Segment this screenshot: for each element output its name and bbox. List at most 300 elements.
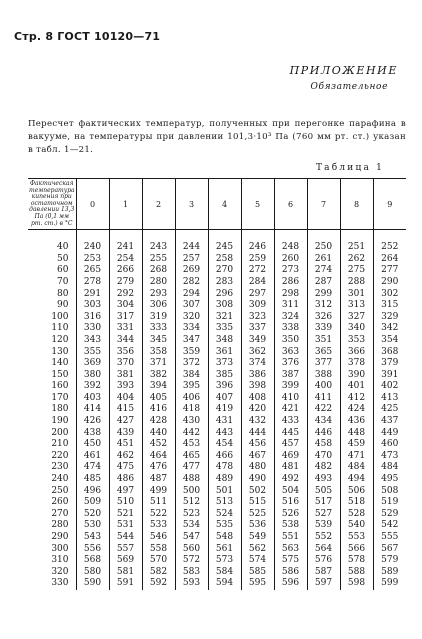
table-cell: 500 xyxy=(175,486,208,498)
table-cell: 528 xyxy=(340,509,373,521)
row-temperature: 270 xyxy=(28,509,76,521)
row-temperature: 240 xyxy=(28,474,76,486)
row-temperature: 210 xyxy=(28,439,76,451)
table-cell: 573 xyxy=(208,555,241,567)
table-row xyxy=(28,265,406,277)
column-header: 0 xyxy=(76,179,109,230)
corner-header: Фактическая температура кипения при остаточном давлении 13,3 Па (0,1 мм рт. ст.) в °С xyxy=(28,179,76,230)
table-cell: 282 xyxy=(175,277,208,289)
table-cell: 273 xyxy=(274,265,307,277)
table-cell: 425 xyxy=(381,404,399,415)
intro-paragraph xyxy=(28,118,406,157)
table-cell: 484 xyxy=(381,462,399,473)
table-cell: 446 xyxy=(307,428,340,440)
row-temperature: 280 xyxy=(28,520,76,532)
table-row xyxy=(28,254,406,266)
table-row xyxy=(28,300,406,312)
table-cell: 564 xyxy=(307,544,340,556)
table-cell: 558 xyxy=(142,544,175,556)
table-cell: 408 xyxy=(241,393,274,405)
row-temperature: 320 xyxy=(28,567,76,579)
table-cell: 535 xyxy=(208,520,241,532)
table-cell: 480 xyxy=(241,462,274,474)
table-cell: 333 xyxy=(142,323,175,335)
table-cell: 296 xyxy=(208,289,241,301)
table-cell: 407 xyxy=(208,393,241,405)
table-cell: 390 xyxy=(340,370,373,382)
table-cell: 378 xyxy=(340,358,373,370)
table-cell: 442 xyxy=(175,428,208,440)
table-cell: 395 xyxy=(175,381,208,393)
row-temperature: 230 xyxy=(28,462,76,474)
table-cell: 386 xyxy=(241,370,274,382)
table-cell: 344 xyxy=(109,335,142,347)
spacer-row xyxy=(28,230,406,243)
table-cell: 392 xyxy=(76,381,109,393)
table-cell: 290 xyxy=(381,276,399,287)
table-cell: 347 xyxy=(175,335,208,347)
table-cell: 555 xyxy=(381,532,399,542)
table-cell: 270 xyxy=(208,265,241,277)
table-cell: 457 xyxy=(274,439,307,451)
table-cell: 317 xyxy=(109,312,142,324)
table-cell: 404 xyxy=(109,393,142,405)
table-cell: 486 xyxy=(109,474,142,486)
spacer-cell xyxy=(241,230,274,243)
table-row xyxy=(28,381,406,393)
table-cell: 269 xyxy=(175,265,208,277)
table-cell: 340 xyxy=(340,323,373,335)
table-cell: 557 xyxy=(109,544,142,556)
table-cell: 581 xyxy=(109,567,142,579)
table-cell: 481 xyxy=(274,462,307,474)
table-cell: 493 xyxy=(307,474,340,486)
column-header: 3 xyxy=(175,179,208,230)
table-cell: 574 xyxy=(241,555,274,567)
table-cell: 291 xyxy=(76,289,109,301)
table-cell: 469 xyxy=(274,451,307,463)
table-cell: 536 xyxy=(241,520,274,532)
table-cell: 265 xyxy=(76,265,109,277)
table-cell: 297 xyxy=(241,289,274,301)
table-cell: 272 xyxy=(241,265,274,277)
table-cell: 590 xyxy=(76,578,109,590)
table-cell: 380 xyxy=(76,370,109,382)
table-cell: 278 xyxy=(76,277,109,289)
table-cell: 547 xyxy=(175,532,208,544)
table-cell: 251 xyxy=(340,242,373,254)
table-cell: 506 xyxy=(340,486,373,498)
table-cell: 476 xyxy=(142,462,175,474)
table-cell: 376 xyxy=(274,358,307,370)
table-cell: 475 xyxy=(109,462,142,474)
table-cell: 403 xyxy=(76,393,109,405)
table-cell: 250 xyxy=(307,242,340,254)
table-cell: 592 xyxy=(142,578,175,590)
table-cell: 371 xyxy=(142,358,175,370)
table-cell: 484 xyxy=(340,462,373,474)
table-cell: 450 xyxy=(76,439,109,451)
table-cell: 504 xyxy=(274,486,307,498)
table-cell: 412 xyxy=(340,393,373,405)
table-cell: 438 xyxy=(76,428,109,440)
row-temperature: 160 xyxy=(28,381,76,393)
appendix-subtitle: Обязательное xyxy=(310,82,388,92)
table-cell: 337 xyxy=(241,323,274,335)
table-header-row xyxy=(28,179,406,230)
table-cell: 274 xyxy=(307,265,340,277)
table-cell: 566 xyxy=(340,544,373,556)
table-cell: 540 xyxy=(340,520,373,532)
table-cell: 240 xyxy=(76,242,109,254)
spacer-cell xyxy=(274,230,307,243)
row-temperature: 250 xyxy=(28,486,76,498)
table-cell: 384 xyxy=(175,370,208,382)
table-row xyxy=(28,323,406,335)
column-header: 7 xyxy=(307,179,340,230)
table-cell: 544 xyxy=(109,532,142,544)
table-cell: 530 xyxy=(76,520,109,532)
table-cell: 454 xyxy=(208,439,241,451)
table-cell: 399 xyxy=(274,381,307,393)
table-cell: 343 xyxy=(76,335,109,347)
row-temperature: 150 xyxy=(28,370,76,382)
table-cell: 309 xyxy=(241,300,274,312)
table-cell: 262 xyxy=(340,254,373,266)
table-cell: 275 xyxy=(340,265,373,277)
row-temperature: 180 xyxy=(28,404,76,416)
table-cell: 495 xyxy=(381,474,399,485)
table-cell: 406 xyxy=(175,393,208,405)
table-cell: 477 xyxy=(175,462,208,474)
table-cell: 570 xyxy=(142,555,175,567)
table-cell: 355 xyxy=(76,347,109,359)
table-cell: 583 xyxy=(175,567,208,579)
table-row xyxy=(28,428,406,440)
table-cell: 587 xyxy=(307,567,340,579)
column-header: 9 xyxy=(373,179,406,230)
spacer-cell xyxy=(28,230,76,243)
table-cell: 568 xyxy=(76,555,109,567)
table-cell: 440 xyxy=(142,428,175,440)
table-cell: 402 xyxy=(381,381,399,392)
table-cell: 400 xyxy=(307,381,340,393)
table-cell: 320 xyxy=(175,312,208,324)
table-cell: 253 xyxy=(76,254,109,266)
row-temperature: 80 xyxy=(28,289,76,301)
table-cell: 549 xyxy=(241,532,274,544)
table-row xyxy=(28,439,406,451)
table-cell: 567 xyxy=(381,543,399,554)
table-cell: 358 xyxy=(142,347,175,359)
row-temperature: 200 xyxy=(28,428,76,440)
table-cell: 482 xyxy=(307,462,340,474)
table-cell: 591 xyxy=(109,578,142,590)
table-cell: 326 xyxy=(307,312,340,324)
table-cell: 308 xyxy=(208,300,241,312)
table-cell: 533 xyxy=(142,520,175,532)
table-cell: 366 xyxy=(340,347,373,359)
spacer-cell xyxy=(142,230,175,243)
row-temperature: 140 xyxy=(28,358,76,370)
row-temperature: 100 xyxy=(28,312,76,324)
table-cell: 451 xyxy=(109,439,142,451)
table-cell: 312 xyxy=(307,300,340,312)
table-cell: 560 xyxy=(175,544,208,556)
table-cell: 414 xyxy=(76,404,109,416)
table-cell: 373 xyxy=(208,358,241,370)
table-cell: 501 xyxy=(208,486,241,498)
row-temperature: 220 xyxy=(28,451,76,463)
table-cell: 283 xyxy=(208,277,241,289)
table-cell: 415 xyxy=(109,404,142,416)
table-cell: 515 xyxy=(241,497,274,509)
table-row xyxy=(28,509,406,521)
table-cell: 539 xyxy=(307,520,340,532)
column-header: 5 xyxy=(241,179,274,230)
table-cell: 292 xyxy=(109,289,142,301)
table-cell: 453 xyxy=(175,439,208,451)
table-cell: 338 xyxy=(274,323,307,335)
table-cell: 599 xyxy=(381,578,399,589)
column-header: 6 xyxy=(274,179,307,230)
table-row xyxy=(28,567,406,579)
table-cell: 505 xyxy=(307,486,340,498)
table-cell: 525 xyxy=(241,509,274,521)
table-cell: 388 xyxy=(307,370,340,382)
table-row xyxy=(28,277,406,289)
table-cell: 575 xyxy=(274,555,307,567)
table-body xyxy=(28,230,406,590)
table-cell: 595 xyxy=(241,578,274,590)
table-cell: 434 xyxy=(307,416,340,428)
row-temperature: 330 xyxy=(28,578,76,590)
table-cell: 461 xyxy=(76,451,109,463)
table-cell: 572 xyxy=(175,555,208,567)
table-cell: 419 xyxy=(208,404,241,416)
table-cell: 394 xyxy=(142,381,175,393)
table-cell: 260 xyxy=(274,254,307,266)
table-cell: 243 xyxy=(142,242,175,254)
table-cell: 485 xyxy=(76,474,109,486)
table-cell: 522 xyxy=(142,509,175,521)
table-cell: 556 xyxy=(76,544,109,556)
table-cell: 458 xyxy=(307,439,340,451)
table-cell: 258 xyxy=(208,254,241,266)
table-cell: 277 xyxy=(381,265,399,276)
column-header: 8 xyxy=(340,179,373,230)
table-cell: 387 xyxy=(274,370,307,382)
table-cell: 576 xyxy=(307,555,340,567)
table-cell: 293 xyxy=(142,289,175,301)
table-cell: 494 xyxy=(340,474,373,486)
table-cell: 299 xyxy=(307,289,340,301)
table-cell: 304 xyxy=(109,300,142,312)
table-cell: 598 xyxy=(340,578,373,590)
table-cell: 396 xyxy=(208,381,241,393)
table-cell: 252 xyxy=(381,242,399,253)
table-cell: 311 xyxy=(274,300,307,312)
table-cell: 370 xyxy=(109,358,142,370)
row-temperature: 70 xyxy=(28,277,76,289)
table-cell: 261 xyxy=(307,254,340,266)
table-cell: 538 xyxy=(274,520,307,532)
spacer-cell xyxy=(109,230,142,243)
table-cell: 356 xyxy=(109,347,142,359)
page-header: Стр. 8 ГОСТ 10120—71 xyxy=(14,30,161,43)
table-cell: 248 xyxy=(274,242,307,254)
table-row xyxy=(28,578,406,590)
table-cell: 349 xyxy=(241,335,274,347)
row-temperature: 310 xyxy=(28,555,76,567)
table-cell: 582 xyxy=(142,567,175,579)
table-cell: 259 xyxy=(241,254,274,266)
table-row xyxy=(28,474,406,486)
table-cell: 521 xyxy=(109,509,142,521)
table-row xyxy=(28,335,406,347)
row-temperature: 300 xyxy=(28,544,76,556)
table-cell: 369 xyxy=(76,358,109,370)
table-cell: 303 xyxy=(76,300,109,312)
table-cell: 255 xyxy=(142,254,175,266)
table-cell: 561 xyxy=(208,544,241,556)
table-cell: 520 xyxy=(76,509,109,521)
table-cell: 452 xyxy=(142,439,175,451)
row-temperature: 290 xyxy=(28,532,76,544)
row-temperature: 50 xyxy=(28,254,76,266)
table-cell: 377 xyxy=(307,358,340,370)
table-cell: 424 xyxy=(340,404,373,416)
table-cell: 430 xyxy=(175,416,208,428)
table-cell: 478 xyxy=(208,462,241,474)
table-cell: 342 xyxy=(381,323,399,334)
table-cell: 490 xyxy=(241,474,274,486)
table-cell: 531 xyxy=(109,520,142,532)
table-cell: 474 xyxy=(76,462,109,474)
table-cell: 548 xyxy=(208,532,241,544)
table-cell: 586 xyxy=(274,567,307,579)
table-cell: 594 xyxy=(208,578,241,590)
table-cell: 444 xyxy=(241,428,274,440)
table-cell: 418 xyxy=(175,404,208,416)
table-cell: 329 xyxy=(381,311,399,322)
table-cell: 588 xyxy=(340,567,373,579)
column-header: 1 xyxy=(109,179,142,230)
table-cell: 456 xyxy=(241,439,274,451)
table-row xyxy=(28,416,406,428)
spacer-cell xyxy=(307,230,340,243)
row-temperature: 90 xyxy=(28,300,76,312)
table-cell: 246 xyxy=(241,242,274,254)
table-cell: 391 xyxy=(381,369,399,380)
table-cell: 280 xyxy=(142,277,175,289)
table-cell: 517 xyxy=(307,497,340,509)
table-cell: 516 xyxy=(274,497,307,509)
table-cell: 492 xyxy=(274,474,307,486)
table-cell: 473 xyxy=(381,450,399,461)
table-row xyxy=(28,462,406,474)
table-cell: 470 xyxy=(307,451,340,463)
table-cell: 465 xyxy=(175,451,208,463)
table-cell: 436 xyxy=(340,416,373,428)
table-cell: 302 xyxy=(381,288,399,299)
table-cell: 439 xyxy=(109,428,142,440)
table-cell: 526 xyxy=(274,509,307,521)
table-cell: 427 xyxy=(109,416,142,428)
table-cell: 542 xyxy=(381,520,399,531)
table-cell: 579 xyxy=(381,555,399,566)
table-cell: 241 xyxy=(109,242,142,254)
table-cell: 496 xyxy=(76,486,109,498)
column-header: 2 xyxy=(142,179,175,230)
table-cell: 385 xyxy=(208,370,241,382)
table-row xyxy=(28,242,406,254)
appendix-title: ПРИЛОЖЕНИЕ xyxy=(289,64,398,77)
table-cell: 374 xyxy=(241,358,274,370)
table-cell: 518 xyxy=(340,497,373,509)
table-cell: 268 xyxy=(142,265,175,277)
table-cell: 381 xyxy=(109,370,142,382)
table-cell: 319 xyxy=(142,312,175,324)
spacer-cell xyxy=(208,230,241,243)
table-cell: 321 xyxy=(208,312,241,324)
spacer-cell xyxy=(373,230,406,243)
intro-text: Пересчет фактических температур, полученных при перегонке парафина в вакууме, на температуры при давлении 101,3·10³ Па (760 мм рт. ст.) указан в табл. 1—21. xyxy=(28,119,406,155)
table-cell: 398 xyxy=(241,381,274,393)
table-cell: 462 xyxy=(109,451,142,463)
row-temperature: 130 xyxy=(28,347,76,359)
table-cell: 287 xyxy=(307,277,340,289)
table-cell: 254 xyxy=(109,254,142,266)
spacer-cell xyxy=(340,230,373,243)
table-cell: 563 xyxy=(274,544,307,556)
table-cell: 421 xyxy=(274,404,307,416)
table-cell: 368 xyxy=(381,346,399,357)
table-cell: 330 xyxy=(76,323,109,335)
spacer-cell xyxy=(175,230,208,243)
table-cell: 257 xyxy=(175,254,208,266)
table-cell: 597 xyxy=(307,578,340,590)
table-cell: 464 xyxy=(142,451,175,463)
table-cell: 596 xyxy=(274,578,307,590)
table-cell: 445 xyxy=(274,428,307,440)
table-row xyxy=(28,544,406,556)
table-cell: 353 xyxy=(340,335,373,347)
table-cell: 546 xyxy=(142,532,175,544)
table-cell: 284 xyxy=(241,277,274,289)
table-cell: 298 xyxy=(274,289,307,301)
table-cell: 286 xyxy=(274,277,307,289)
table-cell: 359 xyxy=(175,347,208,359)
table-cell: 449 xyxy=(381,427,399,438)
table-cell: 489 xyxy=(208,474,241,486)
table-cell: 428 xyxy=(142,416,175,428)
table-cell: 301 xyxy=(340,289,373,301)
table-cell: 551 xyxy=(274,532,307,544)
table-cell: 593 xyxy=(175,578,208,590)
table-cell: 288 xyxy=(340,277,373,289)
table-cell: 437 xyxy=(381,416,399,427)
table-cell: 499 xyxy=(142,486,175,498)
table-cell: 264 xyxy=(381,253,399,264)
row-temperature: 60 xyxy=(28,265,76,277)
table-row xyxy=(28,451,406,463)
column-header: 4 xyxy=(208,179,241,230)
table-cell: 552 xyxy=(307,532,340,544)
table-cell: 502 xyxy=(241,486,274,498)
table-cell: 529 xyxy=(381,508,399,519)
table-cell: 497 xyxy=(109,486,142,498)
